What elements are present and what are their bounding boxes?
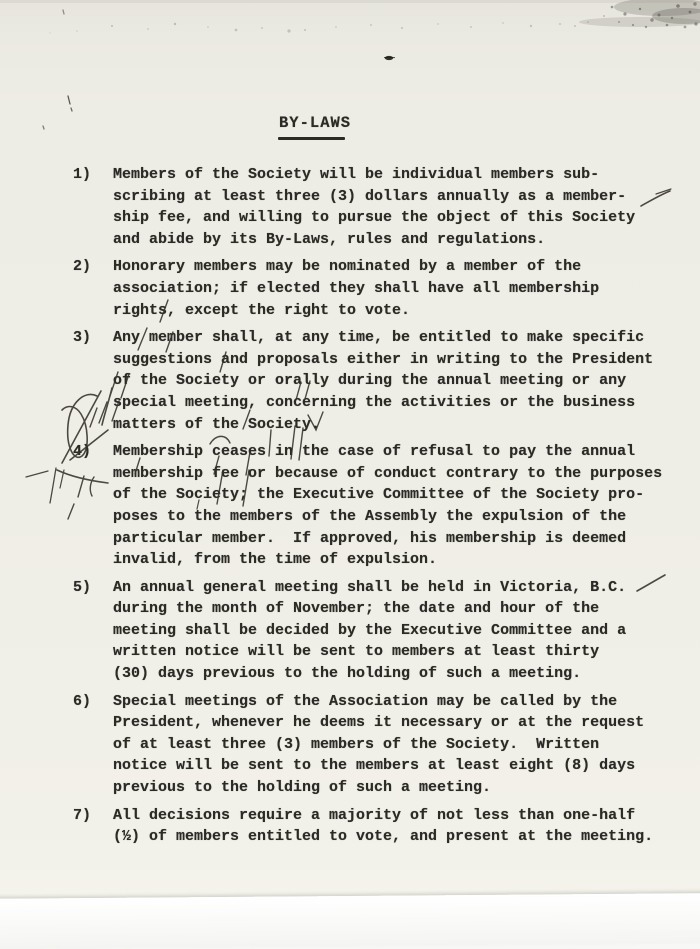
item-text	[113, 805, 685, 848]
bylaw-item	[73, 691, 685, 799]
item-line: (½) of members entitled to vote, and present at the meeting.	[113, 828, 654, 846]
item-number: 7)	[73, 806, 92, 824]
item-text	[113, 327, 685, 435]
item-line: Membership ceases in the case of refusal to pay the annual	[113, 443, 636, 461]
item-line: Special meetings of the Association may be called by the	[113, 692, 618, 710]
item-line: special meeting, concerning the activities or the business	[113, 393, 636, 411]
bylaws-list	[73, 164, 685, 854]
item-line: All decisions require a majority of not less than one-half	[113, 806, 636, 824]
item-line: of the Society; the Executive Committee of the Society pro-	[113, 486, 645, 504]
item-line: association; if elected they shall have all membership	[113, 279, 600, 297]
title-underline	[278, 137, 345, 140]
item-line: matters of the Society.	[113, 415, 321, 433]
item-text	[113, 441, 685, 571]
item-number: 6)	[73, 692, 92, 710]
item-line: rights, except the right to vote.	[113, 301, 411, 319]
bylaw-item	[73, 164, 685, 250]
item-number: 5)	[73, 578, 92, 596]
item-line: and abide by its By-Laws, rules and regulations.	[113, 230, 546, 248]
bylaw-item	[73, 577, 685, 685]
item-line: written notice will be sent to members at least thirty	[113, 643, 600, 661]
item-number: 2)	[73, 258, 92, 276]
item-line: previous to the holding of such a meeting.	[113, 779, 492, 797]
bylaw-item	[73, 805, 685, 848]
item-line: ship fee, and willing to pursue the object of this Society	[113, 209, 636, 227]
item-line: Honorary members may be nominated by a member of the	[113, 258, 582, 276]
document-title: BY-LAWS	[279, 114, 352, 132]
bylaw-item	[73, 441, 685, 571]
item-line: (30) days previous to the holding of such a meeting.	[113, 665, 582, 683]
item-text	[113, 256, 685, 321]
item-line: of the Society or orally during the annual meeting or any	[113, 372, 627, 390]
item-line: suggestions and proposals either in writing to the President	[113, 350, 654, 368]
item-line: of at least three (3) members of the Society. Written	[113, 735, 600, 753]
item-line: scribing at least three (3) dollars annually as a member-	[113, 187, 627, 205]
item-number: 4)	[73, 443, 92, 461]
item-text	[113, 691, 685, 799]
item-line: during the month of November; the date and hour of the	[113, 600, 600, 618]
item-number: 3)	[73, 329, 92, 347]
item-text	[113, 164, 685, 250]
item-line: An annual general meeting shall be held in Victoria, B.C.	[113, 578, 627, 596]
item-text	[113, 577, 685, 685]
bylaw-item	[73, 256, 685, 321]
item-line: poses to the members of the Assembly the expulsion of the	[113, 507, 627, 525]
item-line: membership fee or because of conduct contrary to the purposes	[113, 464, 663, 482]
bylaw-item	[73, 327, 685, 435]
item-line: President, whenever he deems it necessary or at the request	[113, 714, 645, 732]
item-line: particular member. If approved, his membership is deemed	[113, 529, 627, 547]
item-line: Any member shall, at any time, be entitled to make specific	[113, 329, 645, 347]
item-line: notice will be sent to the members at least eight (8) days	[113, 757, 636, 775]
item-number: 1)	[73, 166, 92, 183]
item-line: meeting shall be decided by the Executive Committee and a	[113, 621, 627, 639]
item-line: Members of the Society will be individual members sub-	[113, 166, 600, 183]
item-line: invalid, from the time of expulsion.	[113, 551, 438, 569]
scanner-bed-edge	[0, 893, 700, 949]
